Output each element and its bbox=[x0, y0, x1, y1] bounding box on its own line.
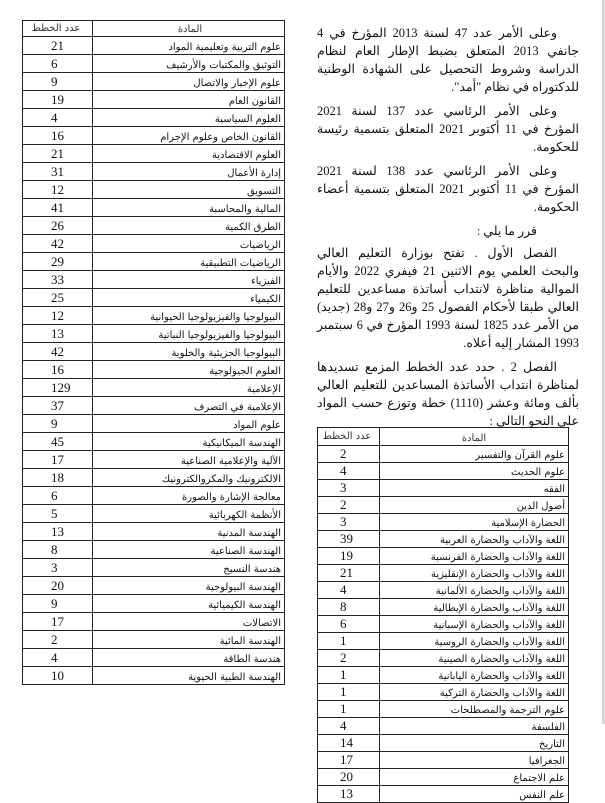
table-row bbox=[318, 701, 569, 718]
table-row bbox=[318, 480, 569, 497]
table-row bbox=[23, 217, 285, 235]
table-row bbox=[23, 199, 285, 217]
count-cell: 42 bbox=[23, 235, 93, 253]
count-cell: 1 bbox=[318, 633, 380, 650]
decide-heading: قرر ما يلي : bbox=[476, 224, 537, 238]
table-row bbox=[23, 469, 285, 487]
count-cell: 6 bbox=[318, 616, 380, 633]
subject-cell: اللغة والآداب والحضارة التركية bbox=[380, 684, 569, 701]
subject-cell: علوم المواد bbox=[93, 415, 285, 433]
count-cell: 17 bbox=[318, 752, 380, 769]
subject-cell: التاريخ bbox=[380, 735, 569, 752]
count-cell: 3 bbox=[318, 480, 380, 497]
count-cell: 20 bbox=[318, 769, 380, 786]
count-cell: 9 bbox=[23, 595, 93, 613]
subject-cell: الهندسة المائية bbox=[93, 631, 285, 649]
subject-cell: علوم الإخبار والاتصال bbox=[93, 73, 285, 91]
table-row bbox=[23, 649, 285, 667]
count-cell: 12 bbox=[23, 181, 93, 199]
subject-cell: الهندسة البيولوجية bbox=[93, 577, 285, 595]
count-cell: 9 bbox=[23, 415, 93, 433]
table-row bbox=[318, 735, 569, 752]
count-cell: 9 bbox=[23, 73, 93, 91]
subject-cell: القانون الخاص وعلوم الإجرام bbox=[93, 127, 285, 145]
subject-cell: اللغة والآداب والحضارة الإنقليزية bbox=[380, 565, 569, 582]
subject-cell: الإعلامية bbox=[93, 379, 285, 397]
subject-cell: علم النفس bbox=[380, 786, 569, 803]
count-cell: 18 bbox=[23, 469, 93, 487]
subject-cell: علوم الترجمة والمصطلحات bbox=[380, 701, 569, 718]
table-row bbox=[23, 397, 285, 415]
subject-cell: علم الاجتماع bbox=[380, 769, 569, 786]
subject-cell: معالجة الإشارة والصورة bbox=[93, 487, 285, 505]
subject-cell: الفقه bbox=[380, 480, 569, 497]
count-cell: 10 bbox=[23, 667, 93, 685]
article-2: الفصل 2 . حدد عدد الخطط المزمع تسديدها لمناظرة انتداب الأساتذة المساعدين للتعليم العالي بألف ومائة وعشر (1110) خطة وتوزع حسب المواد على النحو التالي : bbox=[317, 360, 579, 428]
table-row bbox=[23, 343, 285, 361]
header-count: عدد الخطط bbox=[318, 428, 380, 446]
subject-cell: علوم الحديث bbox=[380, 463, 569, 480]
table-row bbox=[23, 307, 285, 325]
table-row bbox=[318, 667, 569, 684]
table-row bbox=[318, 548, 569, 565]
count-cell: 6 bbox=[23, 55, 93, 73]
subject-cell: الرياضيات bbox=[93, 235, 285, 253]
subject-cell: العلوم السياسية bbox=[93, 109, 285, 127]
table-row bbox=[318, 769, 569, 786]
subject-cell: إدارة الأعمال bbox=[93, 163, 285, 181]
table-row bbox=[23, 145, 285, 163]
subject-cell: التوثيق والمكتبات والأرشيف bbox=[93, 55, 285, 73]
count-cell: 41 bbox=[23, 199, 93, 217]
table-row bbox=[23, 271, 285, 289]
table-row bbox=[318, 497, 569, 514]
article-1: الفصل الأول . تفتح بوزارة التعليم العالي والبحث العلمي يوم الاثنين 21 فيفري 2022 والأيام الموالية مناظرة لانتداب أساتذة مساعدين للتعليم العالي طبقا لأحكام الفصول 25 و26 و27 و28 (جديد) من الأمر عدد 1825 لسنة 1993 المؤرخ في 6 سبتمبر 1993 المشار إليه أعلاه. bbox=[317, 246, 579, 350]
count-cell: 4 bbox=[318, 463, 380, 480]
table-row bbox=[318, 582, 569, 599]
count-cell: 2 bbox=[318, 497, 380, 514]
subject-cell: هندسة الطاقة bbox=[93, 649, 285, 667]
subject-cell: البيولوجيا والفيزيولوجيا النباتية bbox=[93, 325, 285, 343]
subject-cell: الإعلامية في التصرف bbox=[93, 397, 285, 415]
subject-cell: الفيزياء bbox=[93, 271, 285, 289]
table-row bbox=[23, 361, 285, 379]
subject-cell: أصول الدين bbox=[380, 497, 569, 514]
count-cell: 3 bbox=[318, 514, 380, 531]
subject-cell: الحضارة الإسلامية bbox=[380, 514, 569, 531]
count-cell: 2 bbox=[318, 446, 380, 463]
count-cell: 16 bbox=[23, 361, 93, 379]
subject-cell: العلوم الجيولوجية bbox=[93, 361, 285, 379]
table-row bbox=[318, 514, 569, 531]
table-row bbox=[23, 505, 285, 523]
subject-cell: اللغة والآداب والحضارة الروسية bbox=[380, 633, 569, 650]
subject-cell: اللغة والآداب والحضارة الصينية bbox=[380, 650, 569, 667]
table-row bbox=[23, 325, 285, 343]
count-cell: 39 bbox=[318, 531, 380, 548]
count-cell: 1 bbox=[318, 684, 380, 701]
subject-cell: العلوم الاقتصادية bbox=[93, 145, 285, 163]
table-header-row bbox=[23, 21, 285, 37]
count-cell: 25 bbox=[23, 289, 93, 307]
table-row bbox=[23, 667, 285, 685]
table-row bbox=[23, 613, 285, 631]
paragraph-decree-47: وعلى الأمر عدد 47 لسنة 2013 المؤرخ في 4 جانفي 2013 المتعلق بضبط الإطار العام لنظام الدراسة وشروط التحصيل على الشهادة الوطنية للدكتوراه في نظام "أمد". bbox=[317, 26, 579, 94]
header-count: عدد الخطط bbox=[23, 21, 93, 37]
subject-cell: الفلسفة bbox=[380, 718, 569, 735]
count-cell: 13 bbox=[23, 325, 93, 343]
subject-cell: الأنظمة الكهربائية bbox=[93, 505, 285, 523]
table-row bbox=[23, 163, 285, 181]
count-cell: 33 bbox=[23, 271, 93, 289]
table-row bbox=[23, 253, 285, 271]
table-row bbox=[23, 379, 285, 397]
count-cell: 26 bbox=[23, 217, 93, 235]
subject-cell: الطرق الكمية bbox=[93, 217, 285, 235]
table-row bbox=[318, 752, 569, 769]
subject-cell: اللغة والآداب والحضارة الألمانية bbox=[380, 582, 569, 599]
subject-cell: الالكترونيك والمكروالكترونيك bbox=[93, 469, 285, 487]
count-cell: 12 bbox=[23, 307, 93, 325]
count-cell: 5 bbox=[23, 505, 93, 523]
count-cell: 4 bbox=[23, 109, 93, 127]
subject-cell: الآلية والإعلامية الصناعية bbox=[93, 451, 285, 469]
count-cell: 4 bbox=[318, 582, 380, 599]
count-cell: 42 bbox=[23, 343, 93, 361]
subject-cell: التسويق bbox=[93, 181, 285, 199]
table-row bbox=[23, 91, 285, 109]
table-row bbox=[318, 446, 569, 463]
subject-cell: اللغة والآداب والحضارة الفرنسية bbox=[380, 548, 569, 565]
table-row bbox=[23, 559, 285, 577]
count-cell: 4 bbox=[318, 718, 380, 735]
count-cell: 37 bbox=[23, 397, 93, 415]
subject-cell: الهندسة الصناعية bbox=[93, 541, 285, 559]
subject-cell: الهندسة الميكانيكية bbox=[93, 433, 285, 451]
count-cell: 13 bbox=[23, 523, 93, 541]
paragraph-decree-137: وعلى الأمر الرئاسي عدد 137 لسنة 2021 المؤرخ في 11 أكتوبر 2021 المتعلق بتسمية رئيسة للحكومة. bbox=[317, 104, 580, 154]
table-row bbox=[23, 451, 285, 469]
header-subject: المادة bbox=[380, 428, 569, 446]
table-row bbox=[23, 235, 285, 253]
subject-cell: علوم التربية وتعليمية المواد bbox=[93, 37, 285, 55]
table-row bbox=[23, 577, 285, 595]
count-cell: 1 bbox=[318, 667, 380, 684]
right-table-body bbox=[318, 446, 569, 803]
count-cell: 8 bbox=[318, 599, 380, 616]
subject-cell: هندسة النسيج bbox=[93, 559, 285, 577]
table-row bbox=[318, 786, 569, 803]
count-cell: 20 bbox=[23, 577, 93, 595]
table-row bbox=[318, 616, 569, 633]
subject-cell: البيولوجيا الجزيئية والخلوية bbox=[93, 343, 285, 361]
right-positions-table bbox=[317, 427, 569, 803]
table-row bbox=[318, 684, 569, 701]
table-row bbox=[23, 487, 285, 505]
table-header-row bbox=[318, 428, 569, 446]
table-row bbox=[318, 531, 569, 548]
count-cell: 29 bbox=[23, 253, 93, 271]
count-cell: 2 bbox=[23, 631, 93, 649]
table-row bbox=[23, 127, 285, 145]
subject-cell: القانون العام bbox=[93, 91, 285, 109]
table-row bbox=[318, 463, 569, 480]
table-row bbox=[23, 541, 285, 559]
count-cell: 14 bbox=[318, 735, 380, 752]
subject-cell: الاتصالات bbox=[93, 613, 285, 631]
table-row bbox=[23, 55, 285, 73]
paragraph-decree-138: وعلى الأمر الرئاسي عدد 138 لسنة 2021 المؤرخ في 11 أكتوبر 2021 المتعلق بتسمية أعضاء الحكومة. bbox=[317, 164, 580, 214]
left-positions-table bbox=[22, 20, 285, 685]
count-cell: 21 bbox=[23, 145, 93, 163]
table-row bbox=[318, 650, 569, 667]
count-cell: 13 bbox=[318, 786, 380, 803]
table-row bbox=[23, 289, 285, 307]
table-row bbox=[23, 73, 285, 91]
table-row bbox=[23, 595, 285, 613]
count-cell: 16 bbox=[23, 127, 93, 145]
subject-cell: الهندسة الطبية الحيوية bbox=[93, 667, 285, 685]
count-cell: 6 bbox=[23, 487, 93, 505]
table-row bbox=[23, 37, 285, 55]
subject-cell: الجغرافيا bbox=[380, 752, 569, 769]
subject-cell: الرياضيات التطبيقية bbox=[93, 253, 285, 271]
count-cell: 3 bbox=[23, 559, 93, 577]
count-cell: 1 bbox=[318, 701, 380, 718]
count-cell: 31 bbox=[23, 163, 93, 181]
subject-cell: البيولوجيا والفيزيولوجيا الحيوانية bbox=[93, 307, 285, 325]
subject-cell: اللغة والآداب والحضارة العربية bbox=[380, 531, 569, 548]
count-cell: 17 bbox=[23, 451, 93, 469]
table-row bbox=[318, 599, 569, 616]
count-cell: 17 bbox=[23, 613, 93, 631]
table-row bbox=[318, 565, 569, 582]
left-table-body bbox=[23, 37, 285, 685]
table-row bbox=[318, 718, 569, 735]
count-cell: 2 bbox=[318, 650, 380, 667]
table-row bbox=[23, 631, 285, 649]
subject-cell: اللغة والآداب والحضارة الإسبانية bbox=[380, 616, 569, 633]
subject-cell: الهندسة الكيميائية bbox=[93, 595, 285, 613]
subject-cell: الكيمياء bbox=[93, 289, 285, 307]
count-cell: 19 bbox=[318, 548, 380, 565]
count-cell: 4 bbox=[23, 649, 93, 667]
header-subject: المادة bbox=[93, 21, 285, 37]
count-cell: 21 bbox=[318, 565, 380, 582]
count-cell: 21 bbox=[23, 37, 93, 55]
subject-cell: المالية والمحاسبة bbox=[93, 199, 285, 217]
table-row bbox=[23, 523, 285, 541]
subject-cell: اللغة والآداب والحضارة الإيطالية bbox=[380, 599, 569, 616]
table-row bbox=[318, 633, 569, 650]
count-cell: 129 bbox=[23, 379, 93, 397]
count-cell: 19 bbox=[23, 91, 93, 109]
subject-cell: الهندسة المدنية bbox=[93, 523, 285, 541]
subject-cell: اللغة والآداب والحضارة اليابانية bbox=[380, 667, 569, 684]
table-row bbox=[23, 433, 285, 451]
table-row bbox=[23, 181, 285, 199]
table-row bbox=[23, 109, 285, 127]
count-cell: 45 bbox=[23, 433, 93, 451]
count-cell: 8 bbox=[23, 541, 93, 559]
decree-text bbox=[317, 24, 579, 436]
subject-cell: علوم القرآن والتفسير bbox=[380, 446, 569, 463]
table-row bbox=[23, 415, 285, 433]
